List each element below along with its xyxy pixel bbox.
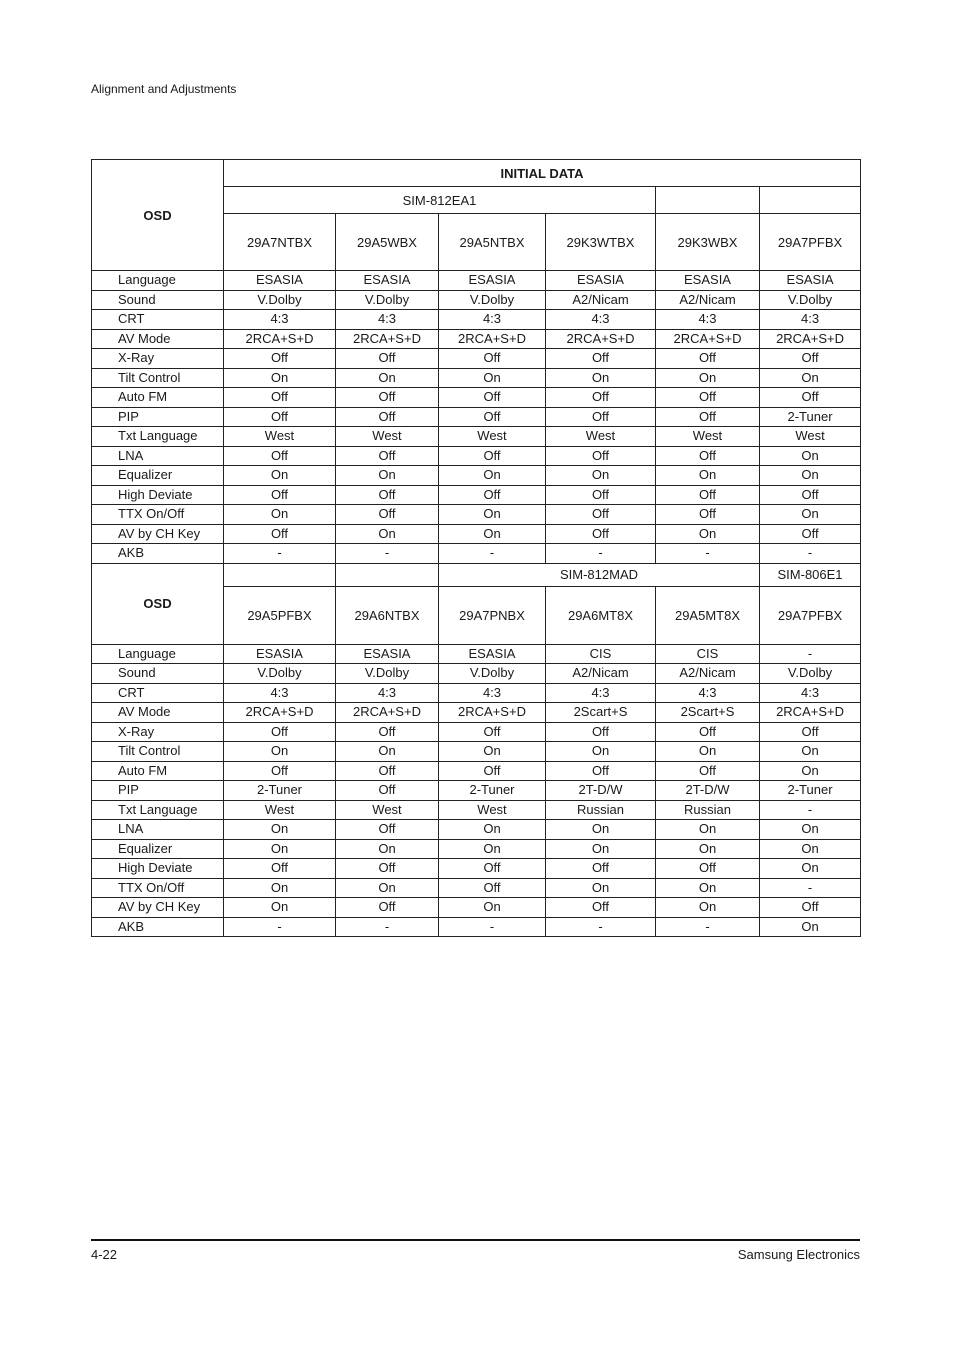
value-cell: - bbox=[224, 917, 336, 937]
value-cell: - bbox=[760, 878, 861, 898]
row-label: Txt Language bbox=[92, 427, 224, 447]
value-cell: Off bbox=[656, 388, 760, 408]
table-row bbox=[92, 781, 861, 801]
table-row bbox=[92, 466, 861, 486]
table-row bbox=[92, 878, 861, 898]
value-cell: Off bbox=[336, 349, 439, 369]
value-cell: Off bbox=[546, 349, 656, 369]
value-cell: On bbox=[439, 505, 546, 525]
value-cell: On bbox=[656, 878, 760, 898]
chassis-cell bbox=[224, 563, 336, 586]
value-cell: Off bbox=[546, 388, 656, 408]
value-cell: 4:3 bbox=[656, 683, 760, 703]
value-cell: A2/Nicam bbox=[656, 290, 760, 310]
value-cell: Off bbox=[656, 761, 760, 781]
value-cell: 2RCA+S+D bbox=[546, 329, 656, 349]
value-cell: - bbox=[336, 917, 439, 937]
value-cell: V.Dolby bbox=[336, 664, 439, 684]
value-cell: Off bbox=[546, 859, 656, 879]
value-cell: Off bbox=[224, 761, 336, 781]
model-header: 29K3WBX bbox=[656, 214, 760, 271]
table-row bbox=[92, 290, 861, 310]
table-row bbox=[92, 446, 861, 466]
value-cell: 4:3 bbox=[760, 683, 861, 703]
value-cell: On bbox=[546, 466, 656, 486]
table-row bbox=[92, 544, 861, 564]
value-cell: V.Dolby bbox=[760, 290, 861, 310]
value-cell: Off bbox=[760, 898, 861, 918]
value-cell: Off bbox=[224, 485, 336, 505]
value-cell: West bbox=[439, 800, 546, 820]
model-header: 29A5MT8X bbox=[656, 586, 760, 644]
value-cell: Off bbox=[224, 859, 336, 879]
model-header: 29K3WTBX bbox=[546, 214, 656, 271]
value-cell: Russian bbox=[546, 800, 656, 820]
table-row bbox=[92, 485, 861, 505]
row-label: X-Ray bbox=[92, 349, 224, 369]
chassis-cell bbox=[760, 187, 861, 214]
value-cell: On bbox=[546, 368, 656, 388]
value-cell: 2RCA+S+D bbox=[760, 329, 861, 349]
value-cell: On bbox=[760, 446, 861, 466]
table-row bbox=[92, 800, 861, 820]
table-row bbox=[92, 349, 861, 369]
value-cell: Off bbox=[336, 722, 439, 742]
model-header: 29A6MT8X bbox=[546, 586, 656, 644]
value-cell: Off bbox=[336, 446, 439, 466]
value-cell: 4:3 bbox=[546, 683, 656, 703]
value-cell: On bbox=[336, 368, 439, 388]
section-2 bbox=[92, 563, 861, 937]
value-cell: On bbox=[760, 368, 861, 388]
value-cell: On bbox=[224, 820, 336, 840]
model-header: 29A5PFBX bbox=[224, 586, 336, 644]
table-row bbox=[92, 742, 861, 762]
table-row bbox=[92, 703, 861, 723]
row-label: LNA bbox=[92, 820, 224, 840]
value-cell: Off bbox=[760, 722, 861, 742]
row-label: Language bbox=[92, 644, 224, 664]
value-cell: 4:3 bbox=[336, 683, 439, 703]
table-row bbox=[92, 407, 861, 427]
value-cell: West bbox=[546, 427, 656, 447]
value-cell: On bbox=[656, 898, 760, 918]
value-cell: Off bbox=[336, 781, 439, 801]
value-cell: Off bbox=[546, 446, 656, 466]
value-cell: On bbox=[224, 368, 336, 388]
value-cell: On bbox=[656, 742, 760, 762]
value-cell: On bbox=[546, 820, 656, 840]
value-cell: Off bbox=[760, 388, 861, 408]
value-cell: - bbox=[656, 544, 760, 564]
value-cell: - bbox=[760, 800, 861, 820]
value-cell: Off bbox=[439, 722, 546, 742]
value-cell: On bbox=[760, 839, 861, 859]
value-cell: Off bbox=[546, 722, 656, 742]
value-cell: Off bbox=[546, 898, 656, 918]
value-cell: West bbox=[224, 800, 336, 820]
row-label: High Deviate bbox=[92, 859, 224, 879]
value-cell: Off bbox=[546, 407, 656, 427]
row-label: TTX On/Off bbox=[92, 505, 224, 525]
row-label: AV Mode bbox=[92, 703, 224, 723]
row-label: LNA bbox=[92, 446, 224, 466]
value-cell: 2T-D/W bbox=[656, 781, 760, 801]
value-cell: On bbox=[656, 368, 760, 388]
value-cell: - bbox=[760, 544, 861, 564]
value-cell: Off bbox=[336, 859, 439, 879]
row-label: Sound bbox=[92, 664, 224, 684]
value-cell: A2/Nicam bbox=[546, 290, 656, 310]
value-cell: Off bbox=[224, 722, 336, 742]
value-cell: 4:3 bbox=[336, 310, 439, 330]
model-header: 29A7NTBX bbox=[224, 214, 336, 271]
value-cell: On bbox=[760, 820, 861, 840]
value-cell: 4:3 bbox=[439, 310, 546, 330]
row-label: Auto FM bbox=[92, 388, 224, 408]
value-cell: - bbox=[760, 644, 861, 664]
value-cell: 2RCA+S+D bbox=[439, 329, 546, 349]
value-cell: - bbox=[336, 544, 439, 564]
value-cell: Off bbox=[439, 761, 546, 781]
value-cell: V.Dolby bbox=[224, 664, 336, 684]
value-cell: A2/Nicam bbox=[546, 664, 656, 684]
table-row bbox=[92, 524, 861, 544]
chassis-cell: SIM-806E1 bbox=[760, 563, 861, 586]
value-cell: West bbox=[336, 800, 439, 820]
value-cell: On bbox=[546, 839, 656, 859]
value-cell: Off bbox=[546, 505, 656, 525]
value-cell: Off bbox=[439, 859, 546, 879]
value-cell: ESASIA bbox=[224, 271, 336, 291]
value-cell: On bbox=[439, 742, 546, 762]
table-row bbox=[92, 722, 861, 742]
value-cell: 4:3 bbox=[656, 310, 760, 330]
value-cell: Off bbox=[224, 446, 336, 466]
value-cell: Off bbox=[656, 407, 760, 427]
value-cell: West bbox=[760, 427, 861, 447]
value-cell: 2-Tuner bbox=[760, 407, 861, 427]
value-cell: On bbox=[224, 505, 336, 525]
table-row bbox=[92, 898, 861, 918]
value-cell: - bbox=[656, 917, 760, 937]
value-cell: Off bbox=[336, 761, 439, 781]
value-cell: Off bbox=[760, 349, 861, 369]
value-cell: - bbox=[546, 917, 656, 937]
value-cell: Off bbox=[224, 349, 336, 369]
value-cell: V.Dolby bbox=[336, 290, 439, 310]
row-label: AKB bbox=[92, 917, 224, 937]
row-label: Tilt Control bbox=[92, 368, 224, 388]
model-header: 29A5NTBX bbox=[439, 214, 546, 271]
value-cell: On bbox=[439, 368, 546, 388]
value-cell: - bbox=[439, 544, 546, 564]
row-label: Auto FM bbox=[92, 761, 224, 781]
value-cell: Off bbox=[439, 878, 546, 898]
value-cell: Off bbox=[439, 446, 546, 466]
value-cell: Off bbox=[656, 485, 760, 505]
value-cell: West bbox=[656, 427, 760, 447]
value-cell: Off bbox=[546, 761, 656, 781]
value-cell: Off bbox=[439, 349, 546, 369]
value-cell: ESASIA bbox=[656, 271, 760, 291]
osd-header: OSD bbox=[92, 563, 224, 644]
table-row bbox=[92, 664, 861, 684]
value-cell: On bbox=[656, 820, 760, 840]
value-cell: Off bbox=[224, 388, 336, 408]
row-label: AV by CH Key bbox=[92, 898, 224, 918]
row-label: Language bbox=[92, 271, 224, 291]
value-cell: On bbox=[760, 859, 861, 879]
value-cell: 2RCA+S+D bbox=[760, 703, 861, 723]
value-cell: On bbox=[760, 466, 861, 486]
value-cell: V.Dolby bbox=[439, 664, 546, 684]
value-cell: Off bbox=[439, 485, 546, 505]
table-row bbox=[92, 820, 861, 840]
running-header: Alignment and Adjustments bbox=[91, 82, 237, 96]
row-label: Sound bbox=[92, 290, 224, 310]
value-cell: ESASIA bbox=[439, 271, 546, 291]
value-cell: 4:3 bbox=[760, 310, 861, 330]
model-header: 29A7PNBX bbox=[439, 586, 546, 644]
row-label: X-Ray bbox=[92, 722, 224, 742]
value-cell: Off bbox=[656, 349, 760, 369]
table-row bbox=[92, 761, 861, 781]
value-cell: CIS bbox=[546, 644, 656, 664]
value-cell: On bbox=[760, 917, 861, 937]
value-cell: 2RCA+S+D bbox=[336, 703, 439, 723]
table-row bbox=[92, 505, 861, 525]
initial-data-header: INITIAL DATA bbox=[224, 160, 861, 187]
row-label: PIP bbox=[92, 407, 224, 427]
value-cell: On bbox=[760, 505, 861, 525]
value-cell: On bbox=[760, 761, 861, 781]
value-cell: 2RCA+S+D bbox=[224, 329, 336, 349]
table-row bbox=[92, 427, 861, 447]
value-cell: 4:3 bbox=[224, 683, 336, 703]
value-cell: On bbox=[760, 742, 861, 762]
initial-data-table bbox=[91, 159, 861, 937]
row-label: TTX On/Off bbox=[92, 878, 224, 898]
model-header: 29A5WBX bbox=[336, 214, 439, 271]
chassis-cell bbox=[656, 187, 760, 214]
row-label: AV by CH Key bbox=[92, 524, 224, 544]
value-cell: - bbox=[546, 544, 656, 564]
chassis-cell: SIM-812EA1 bbox=[224, 187, 656, 214]
value-cell: On bbox=[336, 466, 439, 486]
value-cell: ESASIA bbox=[224, 644, 336, 664]
table-row bbox=[92, 368, 861, 388]
table-row bbox=[92, 388, 861, 408]
value-cell: Russian bbox=[656, 800, 760, 820]
value-cell: Off bbox=[760, 524, 861, 544]
value-cell: On bbox=[439, 466, 546, 486]
value-cell: Off bbox=[760, 485, 861, 505]
value-cell: On bbox=[546, 742, 656, 762]
value-cell: 2RCA+S+D bbox=[439, 703, 546, 723]
value-cell: ESASIA bbox=[336, 271, 439, 291]
model-header: 29A7PFBX bbox=[760, 586, 861, 644]
value-cell: Off bbox=[656, 505, 760, 525]
value-cell: Off bbox=[336, 485, 439, 505]
value-cell: Off bbox=[336, 505, 439, 525]
row-label: Txt Language bbox=[92, 800, 224, 820]
value-cell: West bbox=[336, 427, 439, 447]
row-label: AV Mode bbox=[92, 329, 224, 349]
table-row bbox=[92, 683, 861, 703]
value-cell: West bbox=[224, 427, 336, 447]
value-cell: On bbox=[656, 466, 760, 486]
value-cell: ESASIA bbox=[546, 271, 656, 291]
value-cell: Off bbox=[656, 446, 760, 466]
row-label: AKB bbox=[92, 544, 224, 564]
value-cell: On bbox=[439, 839, 546, 859]
value-cell: - bbox=[439, 917, 546, 937]
value-cell: 2Scart+S bbox=[546, 703, 656, 723]
row-label: Tilt Control bbox=[92, 742, 224, 762]
table-row bbox=[92, 310, 861, 330]
footer-rule bbox=[91, 1239, 860, 1241]
value-cell: On bbox=[656, 839, 760, 859]
row-label: CRT bbox=[92, 310, 224, 330]
section-1 bbox=[92, 160, 861, 564]
company-name: Samsung Electronics bbox=[737, 1247, 860, 1262]
value-cell: Off bbox=[336, 820, 439, 840]
value-cell: 4:3 bbox=[546, 310, 656, 330]
osd-header: OSD bbox=[92, 160, 224, 271]
value-cell: Off bbox=[656, 859, 760, 879]
value-cell: On bbox=[336, 878, 439, 898]
value-cell: On bbox=[439, 898, 546, 918]
value-cell: Off bbox=[656, 722, 760, 742]
value-cell: On bbox=[224, 742, 336, 762]
value-cell: On bbox=[224, 898, 336, 918]
value-cell: ESASIA bbox=[439, 644, 546, 664]
table-row bbox=[92, 644, 861, 664]
model-header: 29A6NTBX bbox=[336, 586, 439, 644]
value-cell: On bbox=[439, 524, 546, 544]
value-cell: On bbox=[336, 839, 439, 859]
value-cell: A2/Nicam bbox=[656, 664, 760, 684]
value-cell: 2-Tuner bbox=[439, 781, 546, 801]
value-cell: 2-Tuner bbox=[760, 781, 861, 801]
value-cell: - bbox=[224, 544, 336, 564]
value-cell: Off bbox=[224, 407, 336, 427]
value-cell: CIS bbox=[656, 644, 760, 664]
table-row bbox=[92, 859, 861, 879]
value-cell: On bbox=[656, 524, 760, 544]
row-label: PIP bbox=[92, 781, 224, 801]
value-cell: V.Dolby bbox=[760, 664, 861, 684]
value-cell: Off bbox=[439, 388, 546, 408]
value-cell: Off bbox=[336, 898, 439, 918]
value-cell: On bbox=[224, 839, 336, 859]
table-row bbox=[92, 329, 861, 349]
value-cell: ESASIA bbox=[760, 271, 861, 291]
row-label: Equalizer bbox=[92, 466, 224, 486]
table-row bbox=[92, 271, 861, 291]
value-cell: Off bbox=[546, 485, 656, 505]
value-cell: Off bbox=[546, 524, 656, 544]
value-cell: Off bbox=[439, 407, 546, 427]
value-cell: West bbox=[439, 427, 546, 447]
value-cell: 2RCA+S+D bbox=[656, 329, 760, 349]
value-cell: Off bbox=[224, 524, 336, 544]
value-cell: 2RCA+S+D bbox=[224, 703, 336, 723]
table-row bbox=[92, 917, 861, 937]
value-cell: On bbox=[439, 820, 546, 840]
value-cell: 2-Tuner bbox=[224, 781, 336, 801]
value-cell: V.Dolby bbox=[439, 290, 546, 310]
value-cell: On bbox=[224, 466, 336, 486]
model-header: 29A7PFBX bbox=[760, 214, 861, 271]
value-cell: On bbox=[336, 524, 439, 544]
value-cell: 2Scart+S bbox=[656, 703, 760, 723]
chassis-cell: SIM-812MAD bbox=[439, 563, 760, 586]
row-label: Equalizer bbox=[92, 839, 224, 859]
page-number: 4-22 bbox=[91, 1247, 118, 1262]
row-label: CRT bbox=[92, 683, 224, 703]
value-cell: 2RCA+S+D bbox=[336, 329, 439, 349]
value-cell: On bbox=[546, 878, 656, 898]
value-cell: On bbox=[224, 878, 336, 898]
row-label: High Deviate bbox=[92, 485, 224, 505]
value-cell: Off bbox=[336, 388, 439, 408]
value-cell: 2T-D/W bbox=[546, 781, 656, 801]
value-cell: V.Dolby bbox=[224, 290, 336, 310]
value-cell: On bbox=[336, 742, 439, 762]
value-cell: Off bbox=[336, 407, 439, 427]
table-row bbox=[92, 839, 861, 859]
value-cell: 4:3 bbox=[224, 310, 336, 330]
chassis-cell bbox=[336, 563, 439, 586]
value-cell: ESASIA bbox=[336, 644, 439, 664]
value-cell: 4:3 bbox=[439, 683, 546, 703]
